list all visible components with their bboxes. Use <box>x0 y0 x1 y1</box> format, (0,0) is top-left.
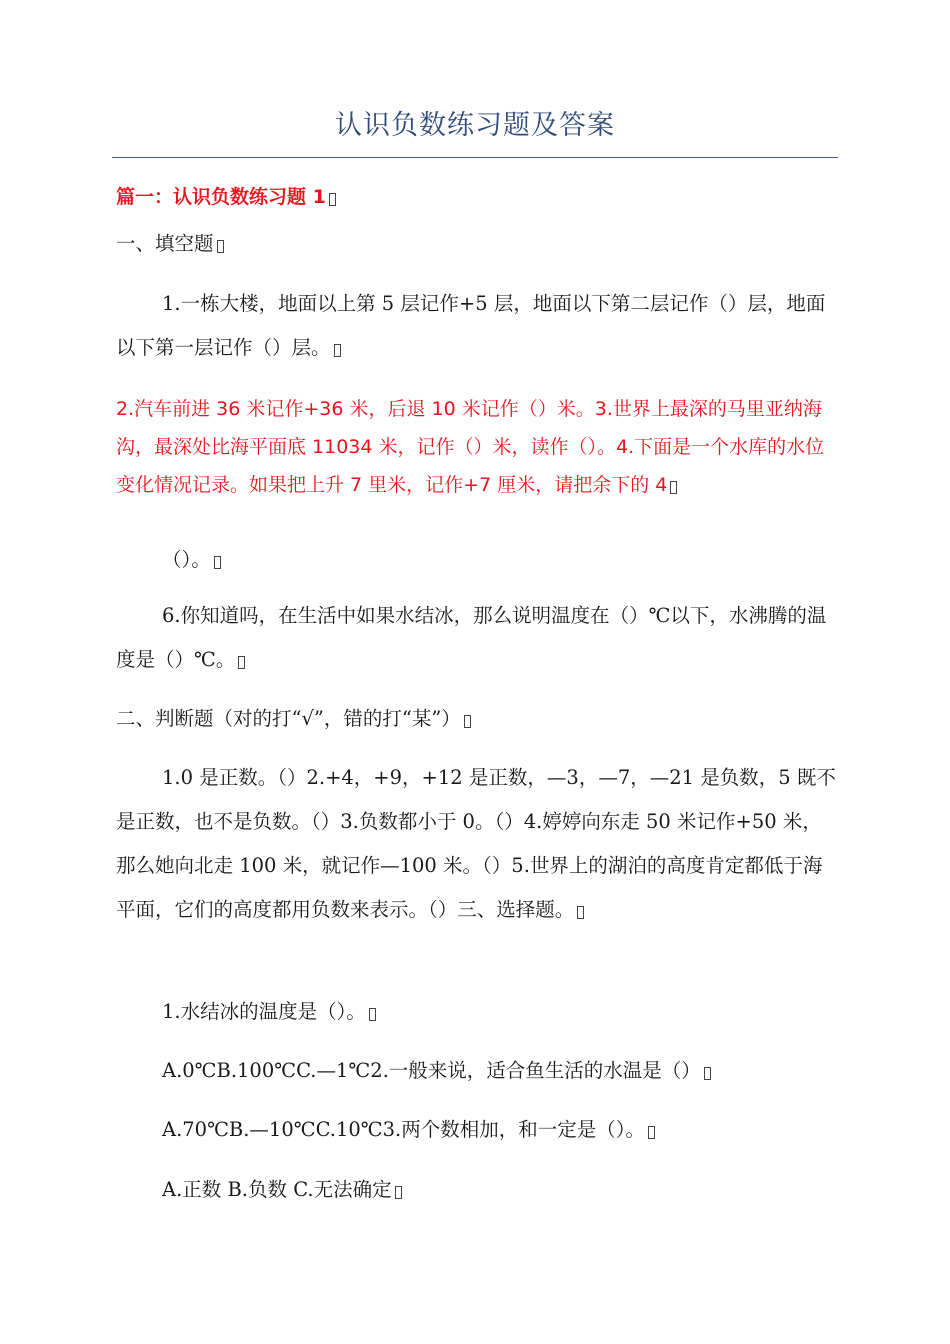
choice-2-options <box>116 1108 882 1152</box>
choice-1-options <box>116 1049 882 1093</box>
question-1-text: 1.一栋大楼，地面以上第 5 层记作+5 层，地面以下第二层记作（）层，地面以下第一层记作（）层。 <box>116 292 826 359</box>
paragraph-mark-icon <box>704 1067 711 1080</box>
section-heading <box>116 175 836 219</box>
title-divider <box>112 157 838 158</box>
choice-1-text: 1.水结冰的温度是（）。 <box>162 1000 366 1023</box>
question-2-red <box>116 390 836 504</box>
question-4-continued <box>116 538 882 582</box>
question-6 <box>116 594 836 682</box>
paragraph-mark-icon <box>648 1126 655 1139</box>
question-4-continued-text: （）。 <box>162 548 211 571</box>
choice-3-options <box>116 1168 882 1212</box>
question-6-text: 6.你知道吗，在生活中如果水结冰，那么说明温度在（）℃以下，水沸腾的温度是（）℃。 <box>116 604 827 671</box>
judge-questions-text: 1.0 是正数。（）2.+4，+9，+12 是正数，—3，—7，—21 是负数，5 既不是正数，也不是负数。（）3.负数都小于 0。（）4.婷婷向东走 50 米记作+50 米，那么她向北走 100 米，就记作—100 米。（）5.世界上的湖泊的高度肯定都低于海平面，它们的高度都用负数来表示。（）三、选择题。 <box>116 766 836 921</box>
document-title: 认识负数练习题及答案 <box>335 110 615 141</box>
judge-questions <box>116 756 836 932</box>
paragraph-mark-icon <box>464 715 471 728</box>
paragraph-mark-icon <box>395 1186 402 1199</box>
paragraph-mark-icon <box>217 240 224 253</box>
paragraph-mark-icon <box>577 906 584 919</box>
paragraph-mark-icon <box>214 556 221 569</box>
part1-heading-text: 一、填空题 <box>116 232 214 255</box>
paragraph-mark-icon <box>334 344 341 357</box>
paragraph-mark-icon <box>670 481 677 494</box>
choice-2-options-text: A.70℃B.—10℃C.10℃3.两个数相加，和一定是（）。 <box>162 1118 645 1141</box>
part1-heading <box>116 222 836 266</box>
choice-3-options-text: A.正数 B.负数 C.无法确定 <box>162 1178 392 1201</box>
question-1 <box>116 282 836 370</box>
part2-heading-text: 二、判断题（对的打“√”，错的打“某”） <box>116 707 461 730</box>
section-heading-text: 篇一：认识负数练习题 1 <box>116 186 326 208</box>
part2-heading <box>116 697 836 741</box>
choice-1-options-text: A.0℃B.100℃C.—1℃2.一般来说，适合鱼生活的水温是（） <box>162 1059 701 1082</box>
paragraph-mark-icon <box>369 1008 376 1021</box>
paragraph-mark-icon <box>329 193 336 206</box>
question-2-text: 2.汽车前进 36 米记作+36 米，后退 10 米记作（）米。3.世界上最深的马里亚纳海沟，最深处比海平面底 11034 米，记作（）米，读作（）。4.下面是一个水库的水位变化情况记录。如果把上升 7 里米，记作+7 厘米，请把余下的 4 <box>116 398 825 496</box>
choice-1 <box>116 990 882 1034</box>
paragraph-mark-icon <box>238 656 245 669</box>
